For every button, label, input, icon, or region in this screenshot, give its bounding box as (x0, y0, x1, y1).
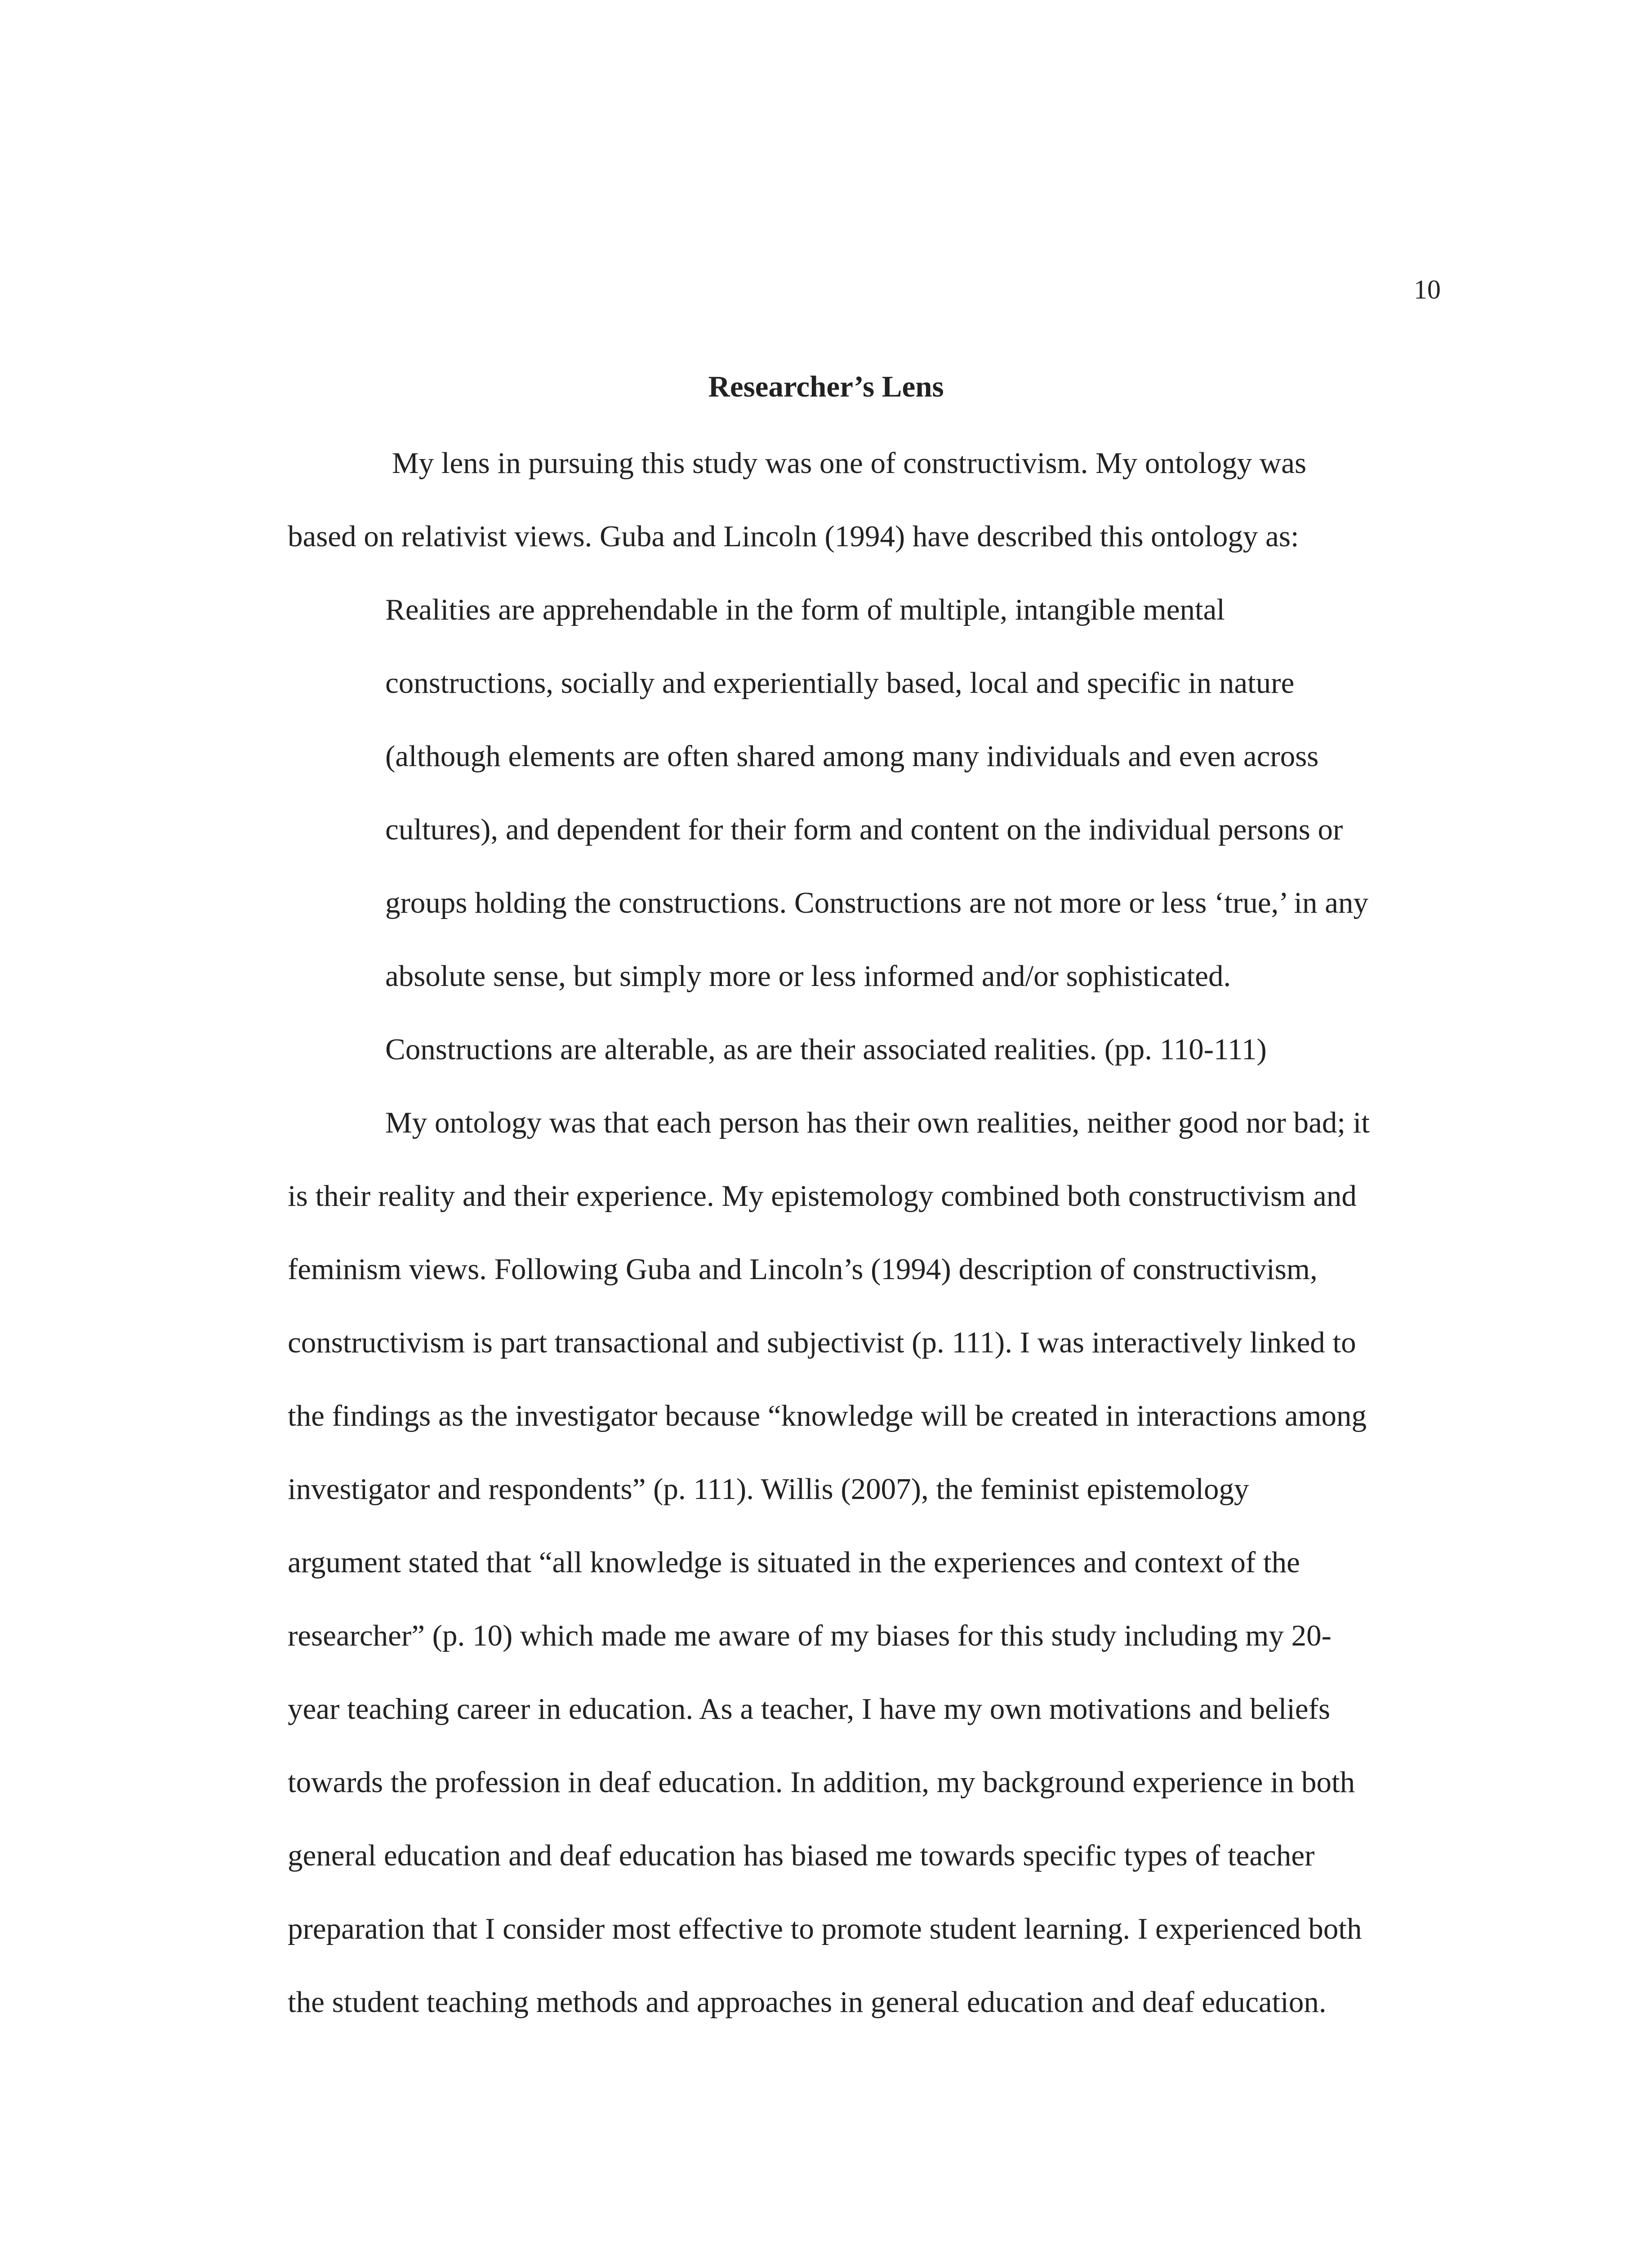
paragraph-line: is their reality and their experience. My epistemology combined both constructivism and (288, 1179, 1357, 1213)
paragraph-line: constructivism is part transactional and subjectivist (p. 111). I was interactively linked to (288, 1326, 1356, 1359)
block-quote-line: constructions, socially and experientially based, local and specific in nature (385, 666, 1295, 700)
paragraph-line: based on relativist views. Guba and Lincoln (1994) have described this ontology as: (288, 520, 1299, 553)
paragraph-line: My ontology was that each person has their own realities, neither good nor bad; it (385, 1106, 1370, 1139)
section-heading: Researcher’s Lens (708, 370, 944, 403)
block-quote-line: absolute sense, but simply more or less informed and/or sophisticated. (385, 959, 1231, 993)
paragraph-line: investigator and respondents” (p. 111). Willis (2007), the feminist epistemology (288, 1472, 1249, 1506)
paragraph-line: feminism views. Following Guba and Lincoln’s (1994) description of constructivism, (288, 1253, 1318, 1286)
block-quote-line: Constructions are alterable, as are their associated realities. (pp. 110-111) (385, 1033, 1267, 1066)
paragraph-line: preparation that I consider most effective to promote student learning. I experienced both (288, 1912, 1362, 1945)
block-quote-line: Realities are apprehendable in the form of multiple, intangible mental (385, 593, 1225, 626)
block-quote-line: (although elements are often shared among many individuals and even across (385, 740, 1319, 773)
paragraph-line: general education and deaf education has biased me towards specific types of teacher (288, 1839, 1315, 1872)
paragraph-line: the findings as the investigator because “knowledge will be created in interactions among (288, 1399, 1367, 1432)
block-quote-line: groups holding the constructions. Constructions are not more or less ‘true,’ in any (385, 886, 1369, 919)
block-quote-line: cultures), and dependent for their form and content on the individual persons or (385, 813, 1343, 846)
paragraph-line: the student teaching methods and approaches in general education and deaf education. (288, 1985, 1327, 2019)
page-number: 10 (1414, 275, 1441, 304)
paragraph-line: argument stated that “all knowledge is situated in the experiences and context of the (288, 1546, 1300, 1579)
paragraph-line: towards the profession in deaf education. In addition, my background experience in both (288, 1766, 1355, 1799)
paragraph-line: year teaching career in education. As a teacher, I have my own motivations and beliefs (288, 1692, 1331, 1726)
paragraph-line: My lens in pursuing this study was one of constructivism. My ontology was (392, 446, 1307, 480)
paragraph-line: researcher” (p. 10) which made me aware of my biases for this study including my 20- (288, 1619, 1331, 1652)
